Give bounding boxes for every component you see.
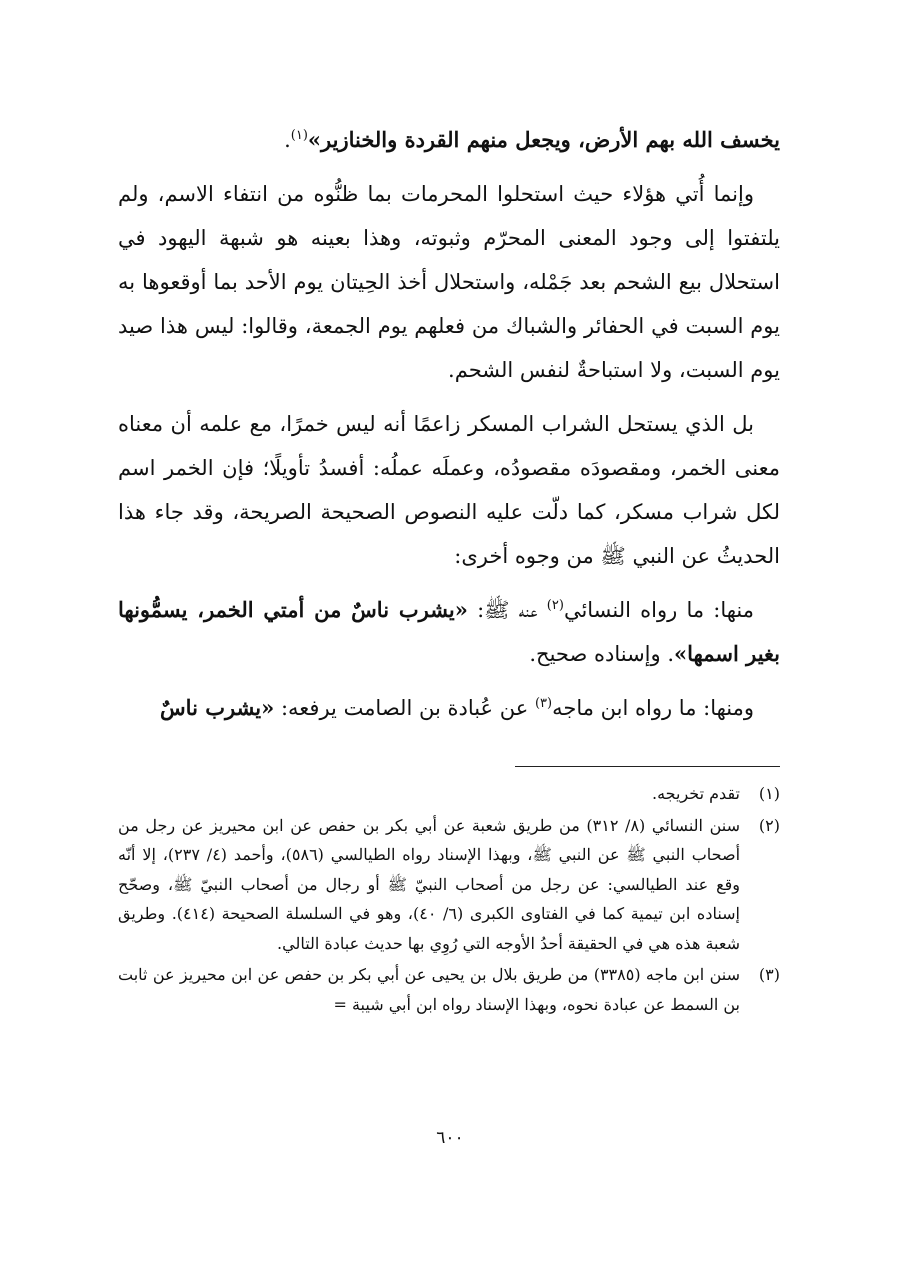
paragraph-4-lead: منها: ما رواه النسائي bbox=[563, 598, 755, 622]
hadith-quote-end: يخسف الله بهم الأرض، ويجعل منهم القردة والخنازير» bbox=[307, 127, 780, 152]
main-text bbox=[118, 118, 780, 740]
footnote-number: (٢) bbox=[758, 815, 780, 835]
hadith-quote-nasai: «يشرب ناسٌ من أمتي الخمر، يسمُّونها بغير اسمها» bbox=[118, 597, 780, 666]
footnote-text: سنن ابن ماجه (٣٣٨٥) من طريق بلال بن يحيى عن أبي بكر بن حفص عن ابن محيريز عن ثابت بن السمط عن عبادة نحوه، وبهذا الإسناد رواه ابن أبي شيبة = bbox=[118, 965, 741, 1014]
footnote-ref-3: (٣) bbox=[534, 696, 553, 711]
paragraph-5-lead: ومنها: ما رواه ابن ماجه bbox=[552, 696, 754, 720]
footnote-ref-1: (١) bbox=[290, 128, 308, 143]
paragraph-1-end: . bbox=[284, 128, 291, 152]
page-number: ٦٠٠ bbox=[436, 1128, 464, 1148]
paragraph-5-mid: عن عُبادة بن الصامت يرفعه: bbox=[274, 696, 535, 720]
paragraph-4 bbox=[118, 588, 780, 676]
hadith-quote-ibn-majah: «يشرب ناسٌ bbox=[160, 695, 275, 720]
paragraph-4-tail: . وإسناده صحيح. bbox=[529, 642, 675, 666]
footnote-separator bbox=[515, 766, 780, 767]
footnote-text: تقدم تخريجه. bbox=[652, 784, 740, 803]
footnote-number: (١) bbox=[758, 784, 780, 803]
paragraph-3: بل الذي يستحل الشراب المسكر زاعمًا أنه ليس خمرًا، مع علمه أن معناه معنى الخمر، ومقصودَه مقصودُه، وعملَه عملُه: أفسدُ تأويلًا؛ فإن الخمر اسم لكل شراب مسكر، كما دلّت عليه النصوص الصحيحة الصريحة، وقد جاء هذا الحديثُ عن النبي ﷺ من وجوه أخرى: bbox=[118, 412, 780, 568]
paragraph-4-mid: عنه ﷺ: bbox=[467, 598, 547, 622]
footnote-1 bbox=[118, 779, 780, 809]
footnote-3 bbox=[118, 960, 780, 1019]
footnote-number: (٣) bbox=[758, 965, 780, 984]
footnote-2 bbox=[118, 811, 780, 959]
paragraph-1 bbox=[118, 118, 780, 162]
paragraph-2: وإنما أُتي هؤلاء حيث استحلوا المحرمات بما ظنُّوه من انتفاء الاسم، ولم يلتفتوا إلى وجود المعنى المحرّم وثبوته، وهذا بعينه هو شبهة اليهود في استحلال بيع الشحم بعد جَمْله، واستحلال أخذ الحِيتان يوم الأحد بما أوقعوها به يوم السبت في الحفائر والشباك من فعلهم يوم الجمعة، وقالوا: ليس هذا صيد يوم السبت، ولا استباحةٌ لنفس الشحم. bbox=[118, 182, 780, 382]
footnotes bbox=[118, 779, 780, 1021]
paragraph-5 bbox=[118, 686, 780, 730]
footnote-ref-2: (٢) bbox=[546, 598, 564, 613]
footnote-text: سنن النسائي (٨/ ٣١٢) من طريق شعبة عن أبي بكر بن حفص عن ابن محيريز عن رجل من أصحاب النبي ﷺ عن النبي ﷺ، وبهذا الإسناد رواه الطيالسي (٥٨٦)، وأحمد (٤/ ٢٣٧)، إلا أنّه وقع عند الطيالسي: عن رجل من أصحاب النبيّ ﷺ أو رجال من أصحاب النبيّ ﷺ، وصحّح إسناده ابن تيمية كما في الفتاوى الكبرى (٦/ ٤٠)، وهو في السلسلة الصحيحة (٤١٤). وطريق شعبة هذه هي في الحقيقة أحدُ الأوجه التي رُوِي بها حديث عبادة التالي. bbox=[118, 815, 741, 953]
